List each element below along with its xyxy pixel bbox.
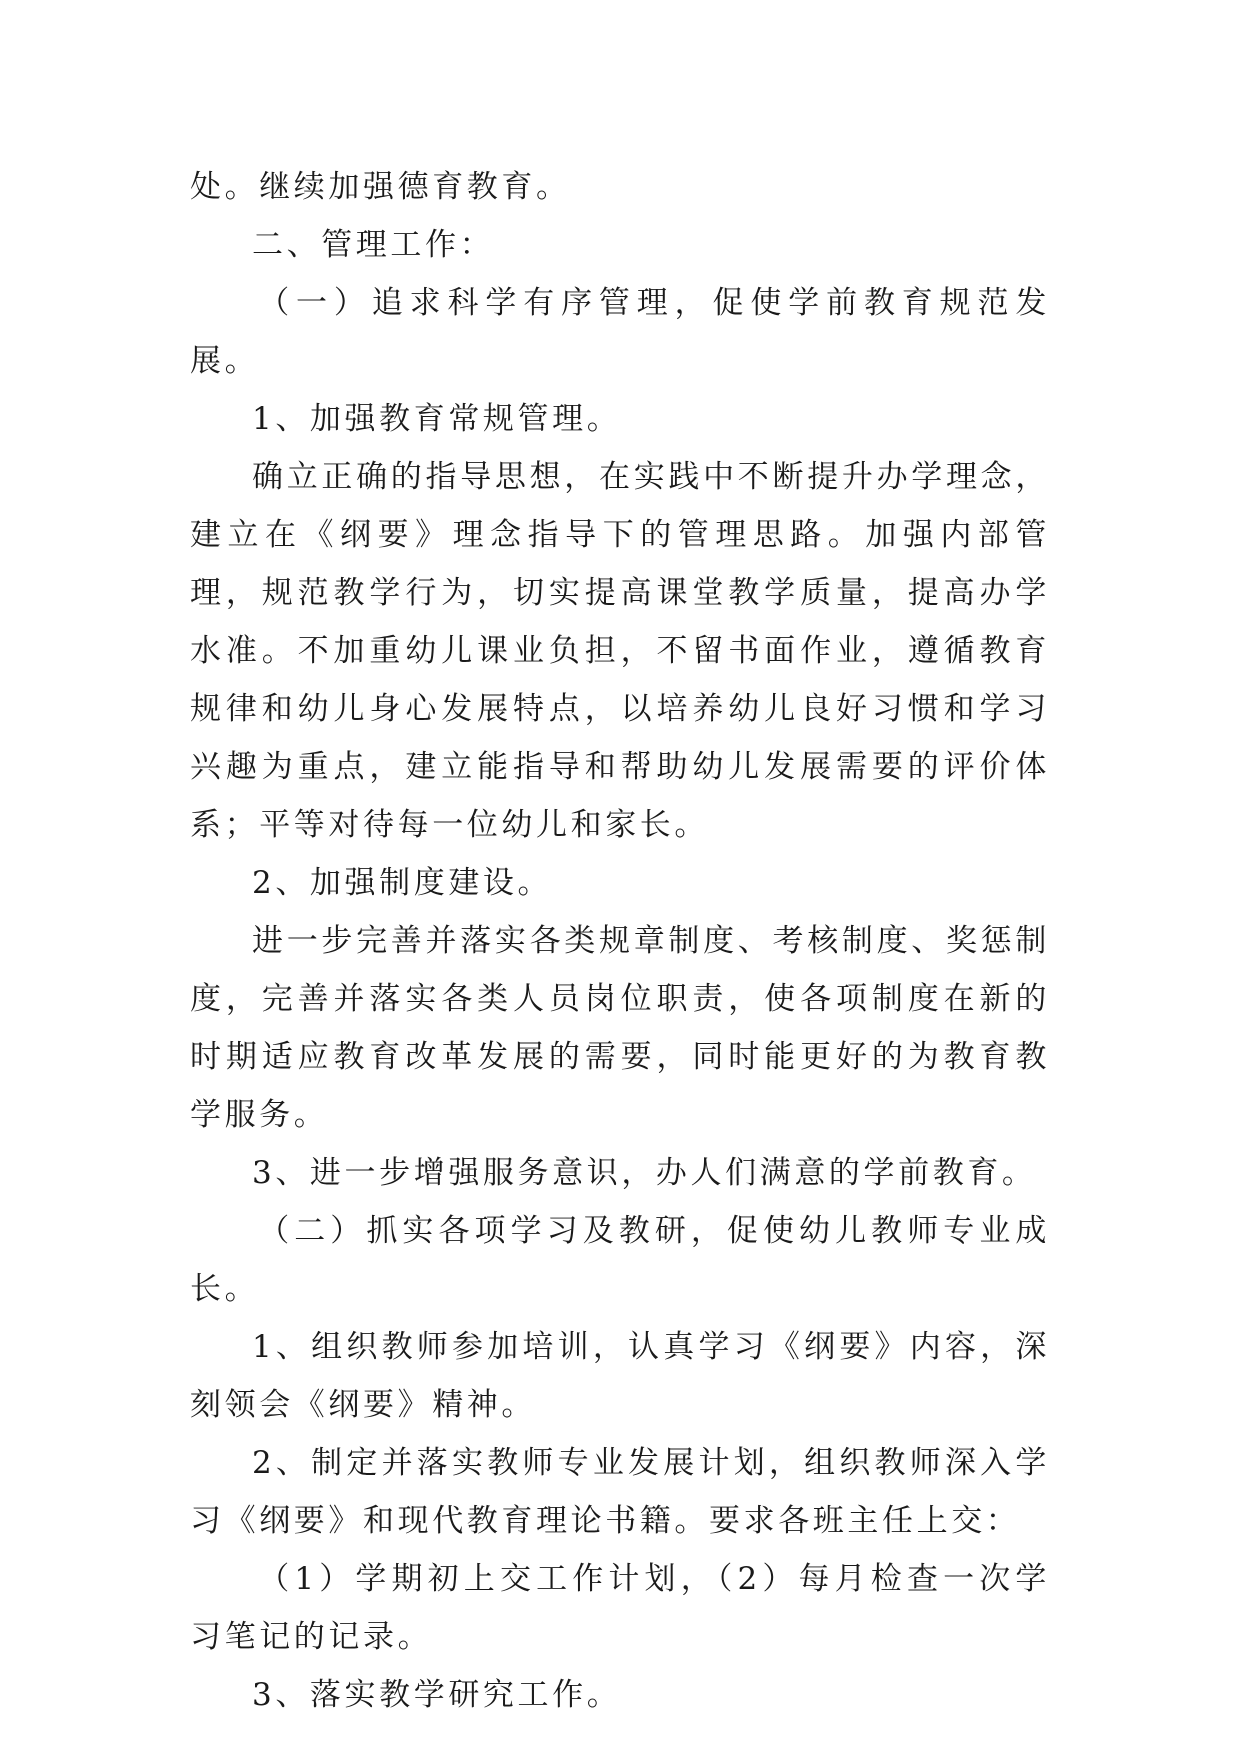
paragraph-continuation: 处。继续加强德育教育。 [190, 169, 571, 205]
subsection-heading-2: （二）抓实各项学习及教研，促使幼儿教师专业成长。 [190, 1213, 1050, 1307]
item-paragraph-1: 1、组织教师参加培训，认真学习《纲要》内容，深刻领会《纲要》精神。 [190, 1329, 1050, 1423]
sub-item-paragraph: （1）学期初上交工作计划，（2）每月检查一次学习笔记的记录。 [190, 1561, 1050, 1655]
item-paragraph-2: 2、制定并落实教师专业发展计划，组织教师深入学习《纲要》和现代教育理论书籍。要求各班主任上交： [190, 1445, 1050, 1539]
item-heading-3: 3、进一步增强服务意识，办人们满意的学前教育。 [252, 1155, 1037, 1191]
item-paragraph-3: 3、落实教学研究工作。 [252, 1677, 622, 1713]
body-paragraph-1: 确立正确的指导思想，在实践中不断提升办学理念，建立在《纲要》理念指导下的管理思路。加强内部管理，规范教学行为，切实提高课堂教学质量，提高办学水准。不加重幼儿课业负担，不留书面作业，遵循教育规律和幼儿身心发展特点，以培养幼儿良好习惯和学习兴趣为重点，建立能指导和帮助幼儿发展需要的评价体系；平等对待每一位幼儿和家长。 [190, 459, 1050, 843]
subsection-heading-1: （一）追求科学有序管理，促使学前教育规范发展。 [190, 285, 1050, 379]
item-heading-1: 1、加强教育常规管理。 [252, 401, 622, 437]
section-heading-management: 二、管理工作： [252, 227, 495, 263]
item-heading-2: 2、加强制度建设。 [252, 865, 553, 901]
document-body [190, 158, 1050, 1724]
body-paragraph-2: 进一步完善并落实各类规章制度、考核制度、奖惩制度，完善并落实各类人员岗位职责，使各项制度在新的时期适应教育改革发展的需要，同时能更好的为教育教学服务。 [190, 923, 1050, 1133]
